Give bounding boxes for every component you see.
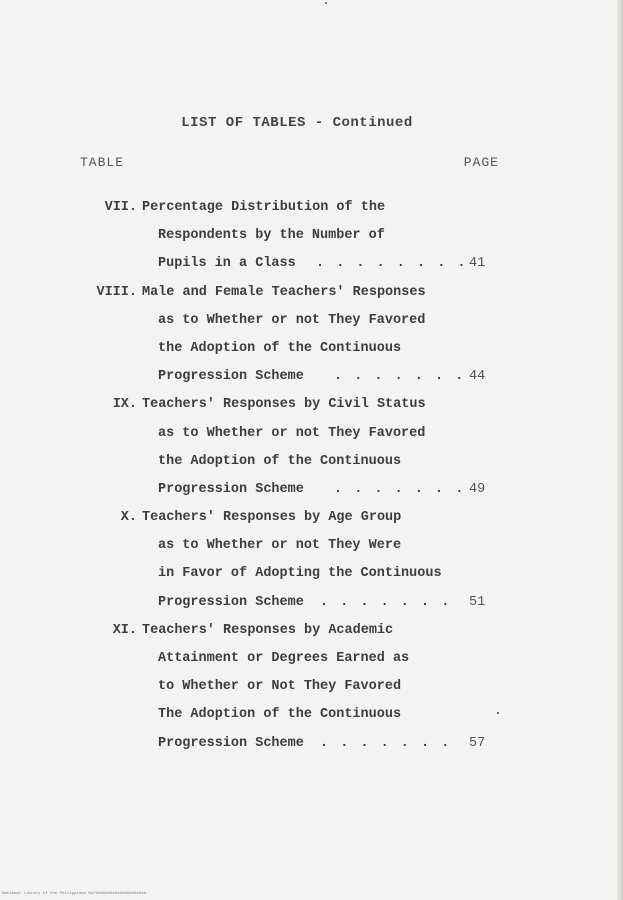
entry-text: the Adoption of the Continuous <box>158 340 402 356</box>
dot-leader: . . . . . . . <box>320 735 452 751</box>
entry-text: Teachers' Responses by Civil Status <box>142 397 426 413</box>
table-numeral: VII. <box>104 200 137 215</box>
entry-text: to Whether or Not They Favored <box>158 679 402 695</box>
entry-text: Male and Female Teachers' Responses <box>142 284 426 300</box>
entry-line <box>0 564 623 592</box>
scan-footer-text: National Library of the Philippines NLP##################### <box>2 892 147 896</box>
table-numeral: X. <box>120 510 137 526</box>
table-list <box>0 198 623 762</box>
dot-leader: . . . . . . . <box>334 369 466 385</box>
page-number: 49 <box>469 481 486 497</box>
page-number: 44 <box>469 369 486 385</box>
entry-line <box>0 621 623 649</box>
table-entry-vii <box>0 198 623 283</box>
table-entry-viii <box>0 283 623 396</box>
entry-text: Pupils in a Class <box>158 256 296 272</box>
scan-speck <box>497 712 499 714</box>
table-numeral: XI. <box>112 622 137 638</box>
scan-speck <box>325 2 327 4</box>
entry-text: in Favor of Adopting the Continuous <box>158 566 442 582</box>
entry-line <box>0 734 623 762</box>
entry-line <box>0 480 623 508</box>
entry-text: Teachers' Responses by Age Group <box>142 510 402 526</box>
entry-line <box>0 508 623 536</box>
dot-leader: . . . . . . . <box>334 481 466 497</box>
entry-text: Respondents by the Number of <box>158 228 385 244</box>
entry-line <box>0 424 623 452</box>
entry-text: Percentage Distribution of the <box>142 200 386 215</box>
table-numeral: VIII. <box>96 284 137 300</box>
entry-line <box>0 198 623 226</box>
entry-line <box>0 649 623 677</box>
table-numeral: IX. <box>112 397 137 413</box>
entry-text: Progression Scheme <box>158 481 304 497</box>
table-entry-x <box>0 508 623 621</box>
column-header-table: TABLE <box>80 155 125 170</box>
entry-text: Teachers' Responses by Academic <box>142 622 394 638</box>
entry-line <box>0 367 623 395</box>
entry-text: Progression Scheme <box>158 735 304 751</box>
page-title: LIST OF TABLES - Continued <box>181 115 413 131</box>
table-entry-ix <box>0 395 623 508</box>
entry-line <box>0 536 623 564</box>
entry-line <box>0 311 623 339</box>
entry-line <box>0 452 623 480</box>
entry-line <box>0 283 623 311</box>
dot-leader: . . . . . . . . <box>316 256 468 272</box>
entry-line <box>0 339 623 367</box>
entry-line <box>0 395 623 423</box>
table-entry-xi <box>0 621 623 762</box>
entry-line <box>0 226 623 254</box>
entry-line <box>0 677 623 705</box>
entry-text: as to Whether or not They Favored <box>158 425 426 441</box>
entry-text: The Adoption of the Continuous <box>158 707 402 723</box>
entry-line <box>0 593 623 621</box>
column-header-page: PAGE <box>463 155 499 170</box>
entry-text: as to Whether or not They Were <box>158 538 402 554</box>
entry-line <box>0 705 623 733</box>
page-number: 41 <box>469 256 486 272</box>
entry-text: the Adoption of the Continuous <box>158 453 402 469</box>
entry-text: as to Whether or not They Favored <box>158 312 426 328</box>
dot-leader: . . . . . . . <box>320 594 452 610</box>
entry-text: Attainment or Degrees Earned as <box>158 651 410 666</box>
page-number: 51 <box>469 594 486 610</box>
page-number: 57 <box>469 735 486 751</box>
entry-text: Progression Scheme <box>158 594 304 610</box>
entry-text: Progression Scheme <box>158 369 304 385</box>
entry-line <box>0 254 623 282</box>
